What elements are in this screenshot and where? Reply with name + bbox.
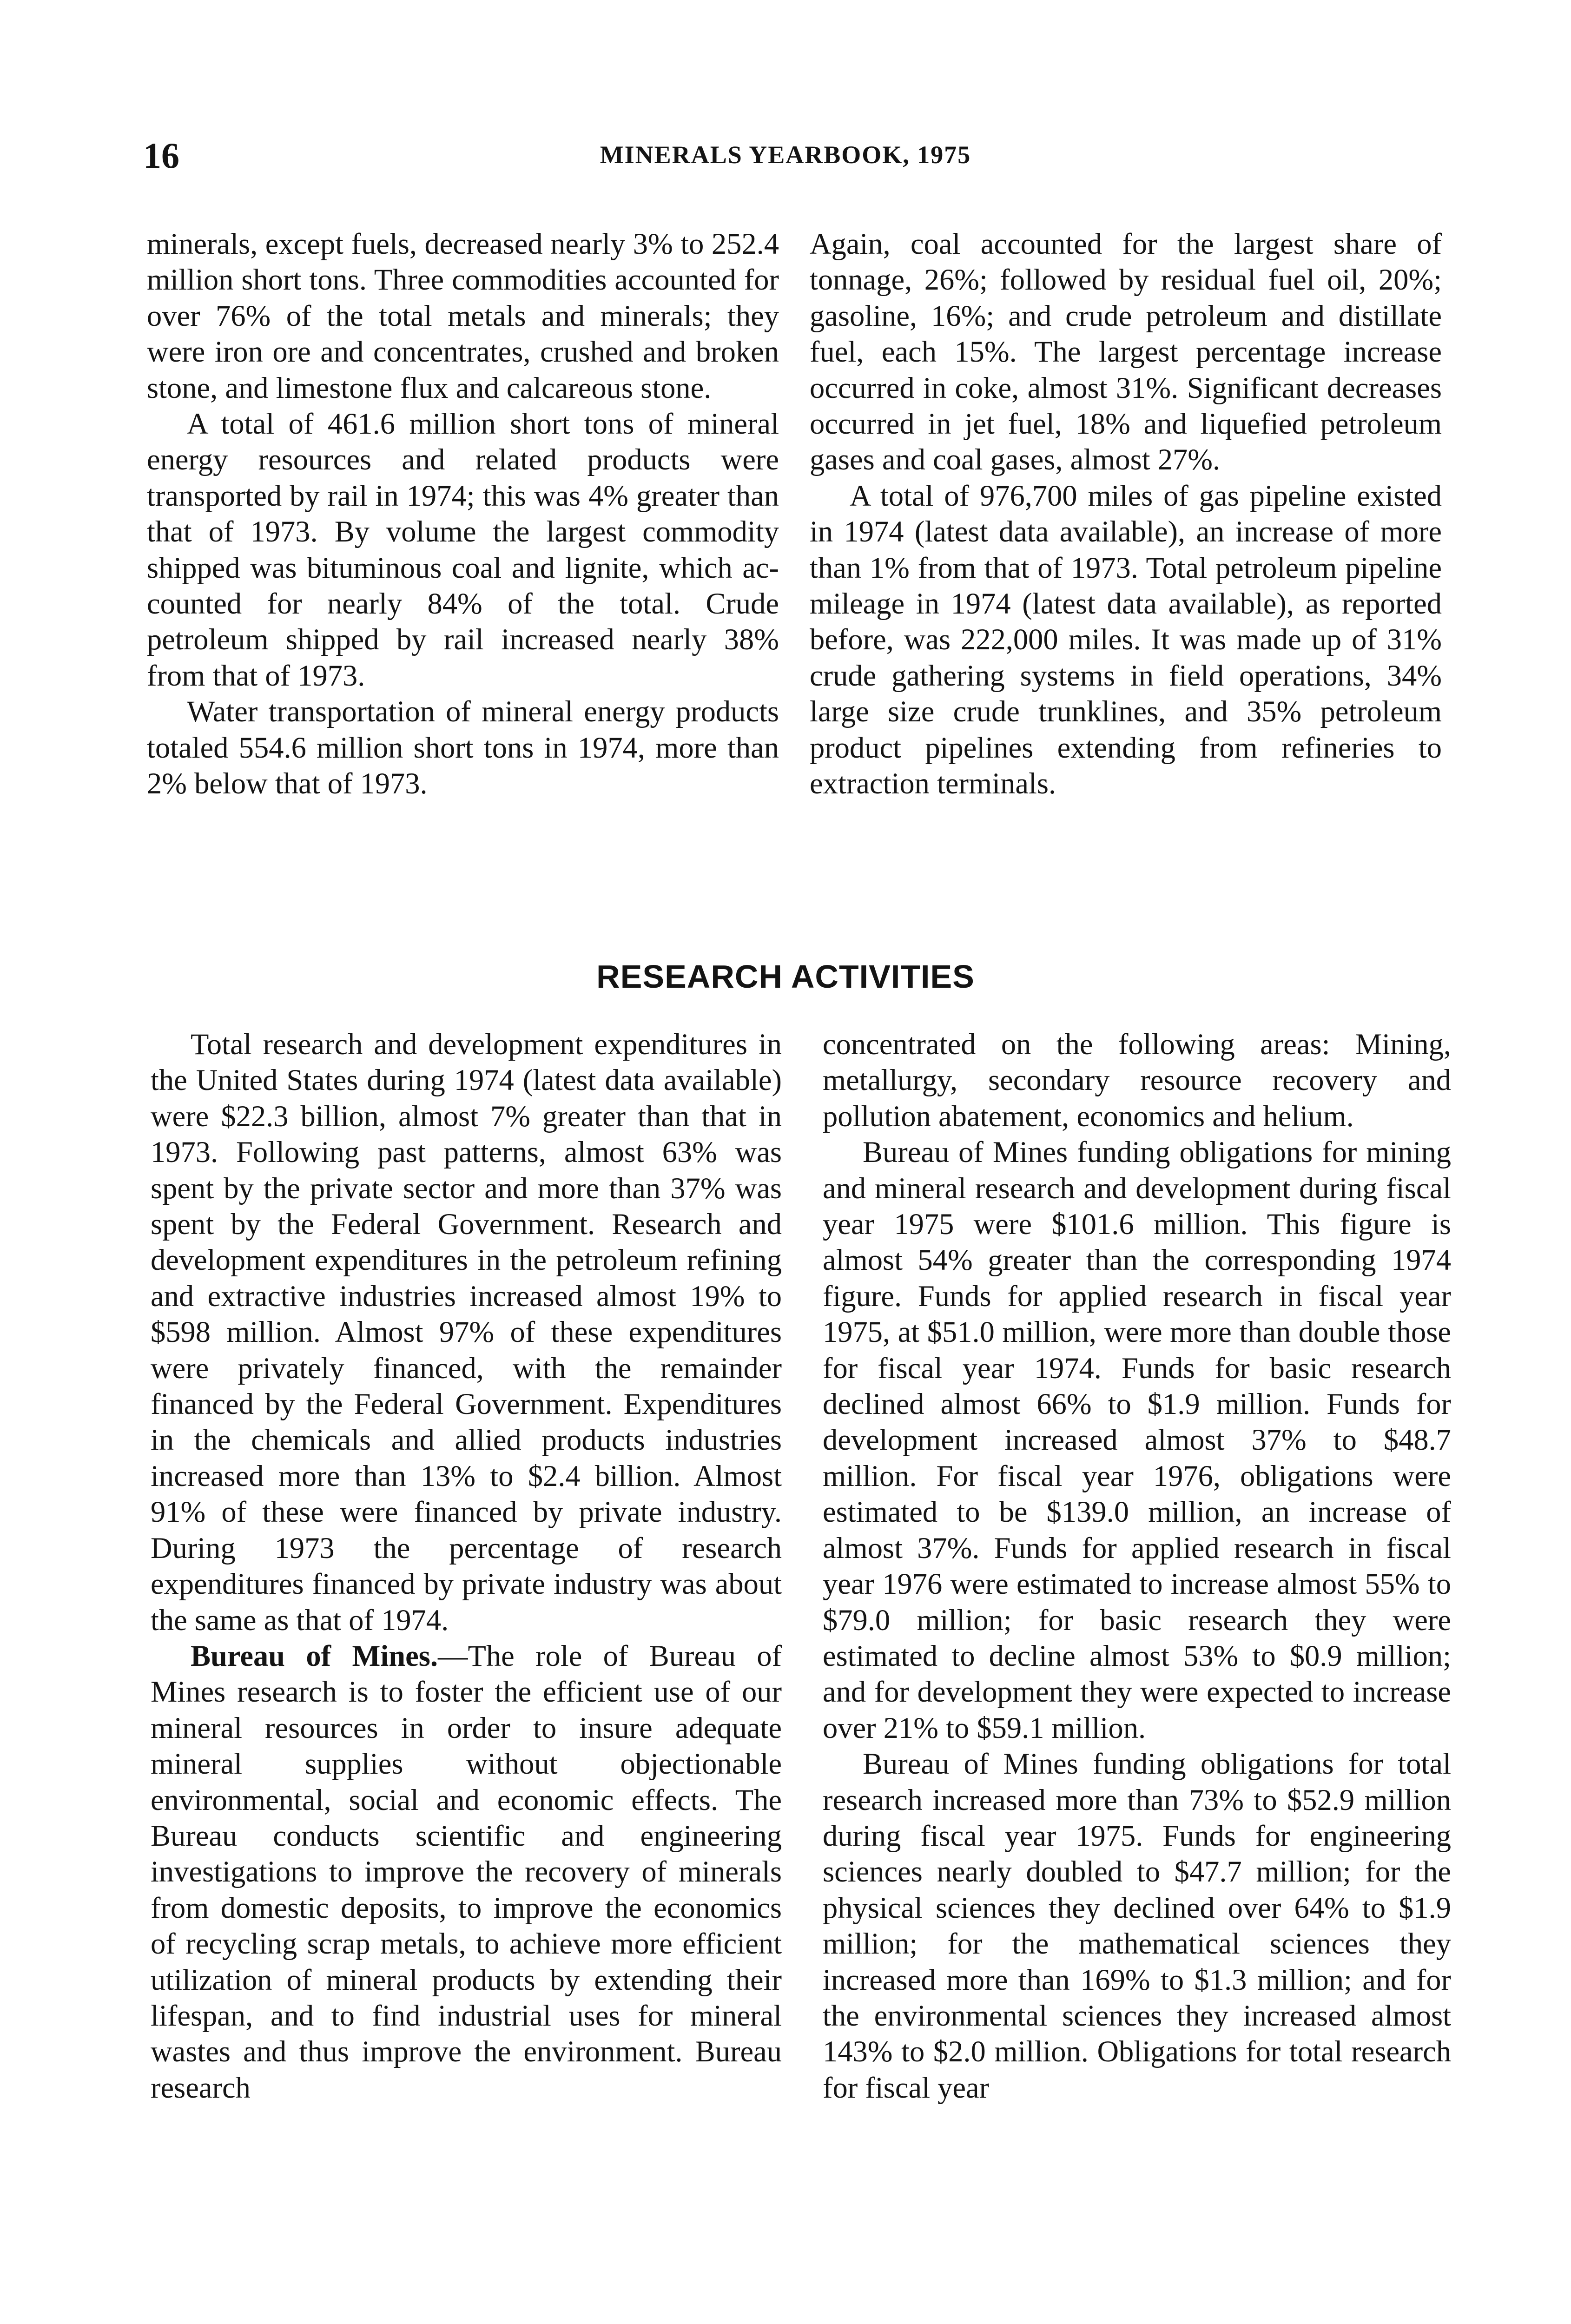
- paragraph: Again, coal accounted for the largest share of tonnage, 26%; followed by residual fuel oil, 20%; gasoline, 16%; and crude petroleum and distillate fuel, each 15%. The largest percentage increase occurred in coke, almost 31%. Significant decreases occurred in jet fuel, 18% and liquefied petroleum gases and coal gases, almost 27%.: [810, 227, 1442, 476]
- running-title: MINERALS YEARBOOK, 1975: [600, 141, 971, 169]
- paragraph: Bureau of Mines funding obligations for total research increased more than 73% to $52.9 million during fiscal year 1975. Funds for engineering sciences nearly doubled to $47.7 million; for the physical sciences they declined over 64% to $1.9 million; for the mathematical sciences they increased more than 169% to $1.3 million; and for the environmental sciences they increased almost 143% to $2.0 million. Obligations for total research for fiscal year: [823, 1747, 1451, 2104]
- top-right-column: [810, 226, 1442, 802]
- runin-heading: Bureau of Mines.: [191, 1639, 438, 1672]
- page-number: 16: [143, 135, 179, 176]
- paragraph: Bureau of Mines funding obligations for mining and mineral research and development during fiscal year 1975 were $101.6 million. This figure is almost 54% greater than the corresponding 1974 figure. Funds for applied research in fiscal year 1975, at $51.0 million, were more than double those for fiscal year 1974. Funds for basic research declined almost 66% to $1.9 million. Funds for development increased almost 37% to $48.7 million. For fiscal year 1976, obligations were estimated to be $139.0 million, an increase of almost 37%. Funds for applied research in fiscal year 1976 were estimated to increase almost 55% to $79.0 million; for basic research they were estimated to decline almost 53% to $0.9 million; and for development they were expected to increase over 21% to $59.1 million.: [823, 1136, 1451, 1744]
- paragraph: minerals, except fuels, decreased nearly 3% to 252.4 million short tons. Three commodities accounted for over 76% of the total metals and minerals; they were iron ore and concentrates, crushed and broken stone, and limestone flux and calcareous stone.: [147, 227, 779, 404]
- paragraph: [151, 1638, 782, 2106]
- paragraph: A total of 976,700 miles of gas pipeline existed in 1974 (latest data available), an increase of more than 1% from that of 1973. Total petroleum pipeline mileage in 1974 (latest data available), as reported before, was 222,000 miles. It was made up of 31% crude gathering systems in field operations, 34% large size crude trunklines, and 35% petroleum product pipelines extending from refineries to extraction terminals.: [810, 479, 1442, 800]
- paragraph: A total of 461.6 million short tons of mineral energy resources and related products were transported by rail in 1974; this was 4% greater than that of 1973. By volume the largest commodity shipped was bituminous coal and lignite, which accounted for nearly 84% of the total. Crude petroleum shipped by rail increased nearly 38% from that of 1973.: [147, 407, 779, 692]
- section-heading: RESEARCH ACTIVITIES: [596, 958, 975, 995]
- top-left-column: [147, 226, 779, 802]
- paragraph: Water transportation of mineral energy products totaled 554.6 million short tons in 1974, more than 2% below that of 1973.: [147, 695, 779, 800]
- research-right-column: [823, 1026, 1451, 2106]
- paragraph-text: —The role of Bureau of Mines research is to foster the efficient use of our mineral resources in order to insure adequate mineral supplies without objectionable environmental, social and economic effects. The Bureau conducts scientific and engineering investigations to improve the recovery of minerals from domestic deposits, to improve the economics of recycling scrap metals, to achieve more efficient utilization of mineral products by extending their lifespan, and to find industrial uses for mineral wastes and thus improve the environment. Bureau research: [151, 1639, 782, 2104]
- paragraph: Total research and development expenditures in the United States during 1974 (latest data available) were $22.3 billion, almost 7% greater than that in 1973. Following past patterns, almost 63% was spent by the private sector and more than 37% was spent by the Federal Government. Research and development expenditures in the petroleum refining and extractive industries increased almost 19% to $598 million. Almost 97% of these expenditures were privately financed, with the remainder financed by the Federal Government. Expenditures in the chemicals and allied products industries increased more than 13% to $2.4 billion. Almost 91% of these were financed by private industry. During 1973 the percentage of research expenditures financed by private industry was about the same as that of 1974.: [151, 1028, 782, 1637]
- research-left-column: [151, 1026, 782, 2106]
- paragraph: concentrated on the following areas: Mining, metallurgy, secondary resource recovery and pollution abatement, economics and helium.: [823, 1028, 1451, 1133]
